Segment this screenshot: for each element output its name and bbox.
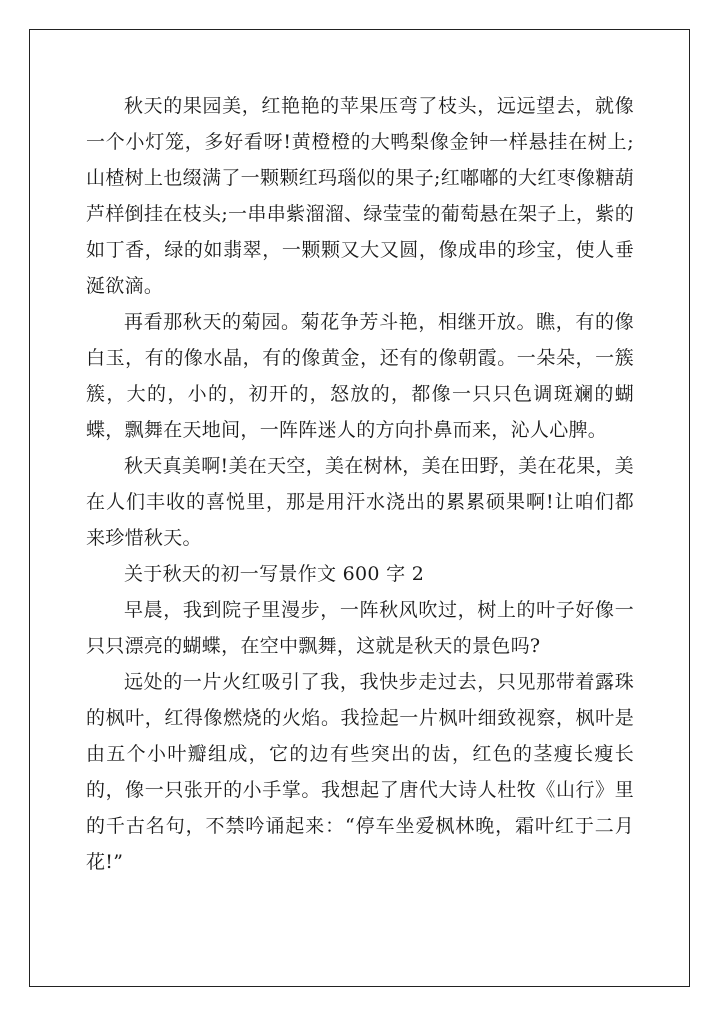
document-body [86, 88, 634, 880]
paragraph-morning-walk: 早晨，我到院子里漫步，一阵秋风吹过，树上的叶子好像一只只漂亮的蝴蝶，在空中飘舞，这就是秋天的景色吗? [86, 599, 634, 657]
paragraph-maple-leaf: 远处的一片火红吸引了我，我快步走过去，只见那带着露珠的枫叶，红得像燃烧的火焰。我捡起一片枫叶细致视察，枫叶是由五个小叶瓣组成，它的边有些突出的齿，红色的茎瘦长瘦长的，像一只张开的小手掌。我想起了唐代大诗人杜牧《山行》里的千古名句，不禁吟诵起来：“停车坐爱枫林晚，霜叶红于二月花!” [86, 671, 634, 873]
paragraph-chrysanthemum: 再看那秋天的菊园。菊花争芳斗艳，相继开放。瞧，有的像白玉，有的像水晶，有的像黄金，还有的像朝霞。一朵朵，一簇簇，大的，小的，初开的，怒放的，都像一只只色调斑斓的蝴蝶，飘舞在天地间，一阵阵迷人的方向扑鼻而来，沁人心脾。 [86, 311, 634, 441]
paragraph-orchard: 秋天的果园美，红艳艳的苹果压弯了枝头，远远望去，就像一个小灯笼，多好看呀!黄橙橙的大鸭梨像金钟一样悬挂在树上;山楂树上也缀满了一颗颗红玛瑙似的果子;红嘟嘟的大红枣像糖葫芦样倒挂在枝头;一串串紫溜溜、绿莹莹的葡萄悬在架子上，紫的如丁香，绿的如翡翠，一颗颗又大又圆，像成串的珍宝，使人垂涎欲滴。 [86, 95, 634, 297]
essay-title: 关于秋天的初一写景作文 600 字 2 [124, 563, 425, 585]
paragraph-cherish-autumn: 秋天真美啊!美在天空，美在树林，美在田野，美在花果，美在人们丰收的喜悦里，那是用汗水浇出的累累硕果啊!让咱们都来珍惜秋天。 [86, 455, 634, 549]
